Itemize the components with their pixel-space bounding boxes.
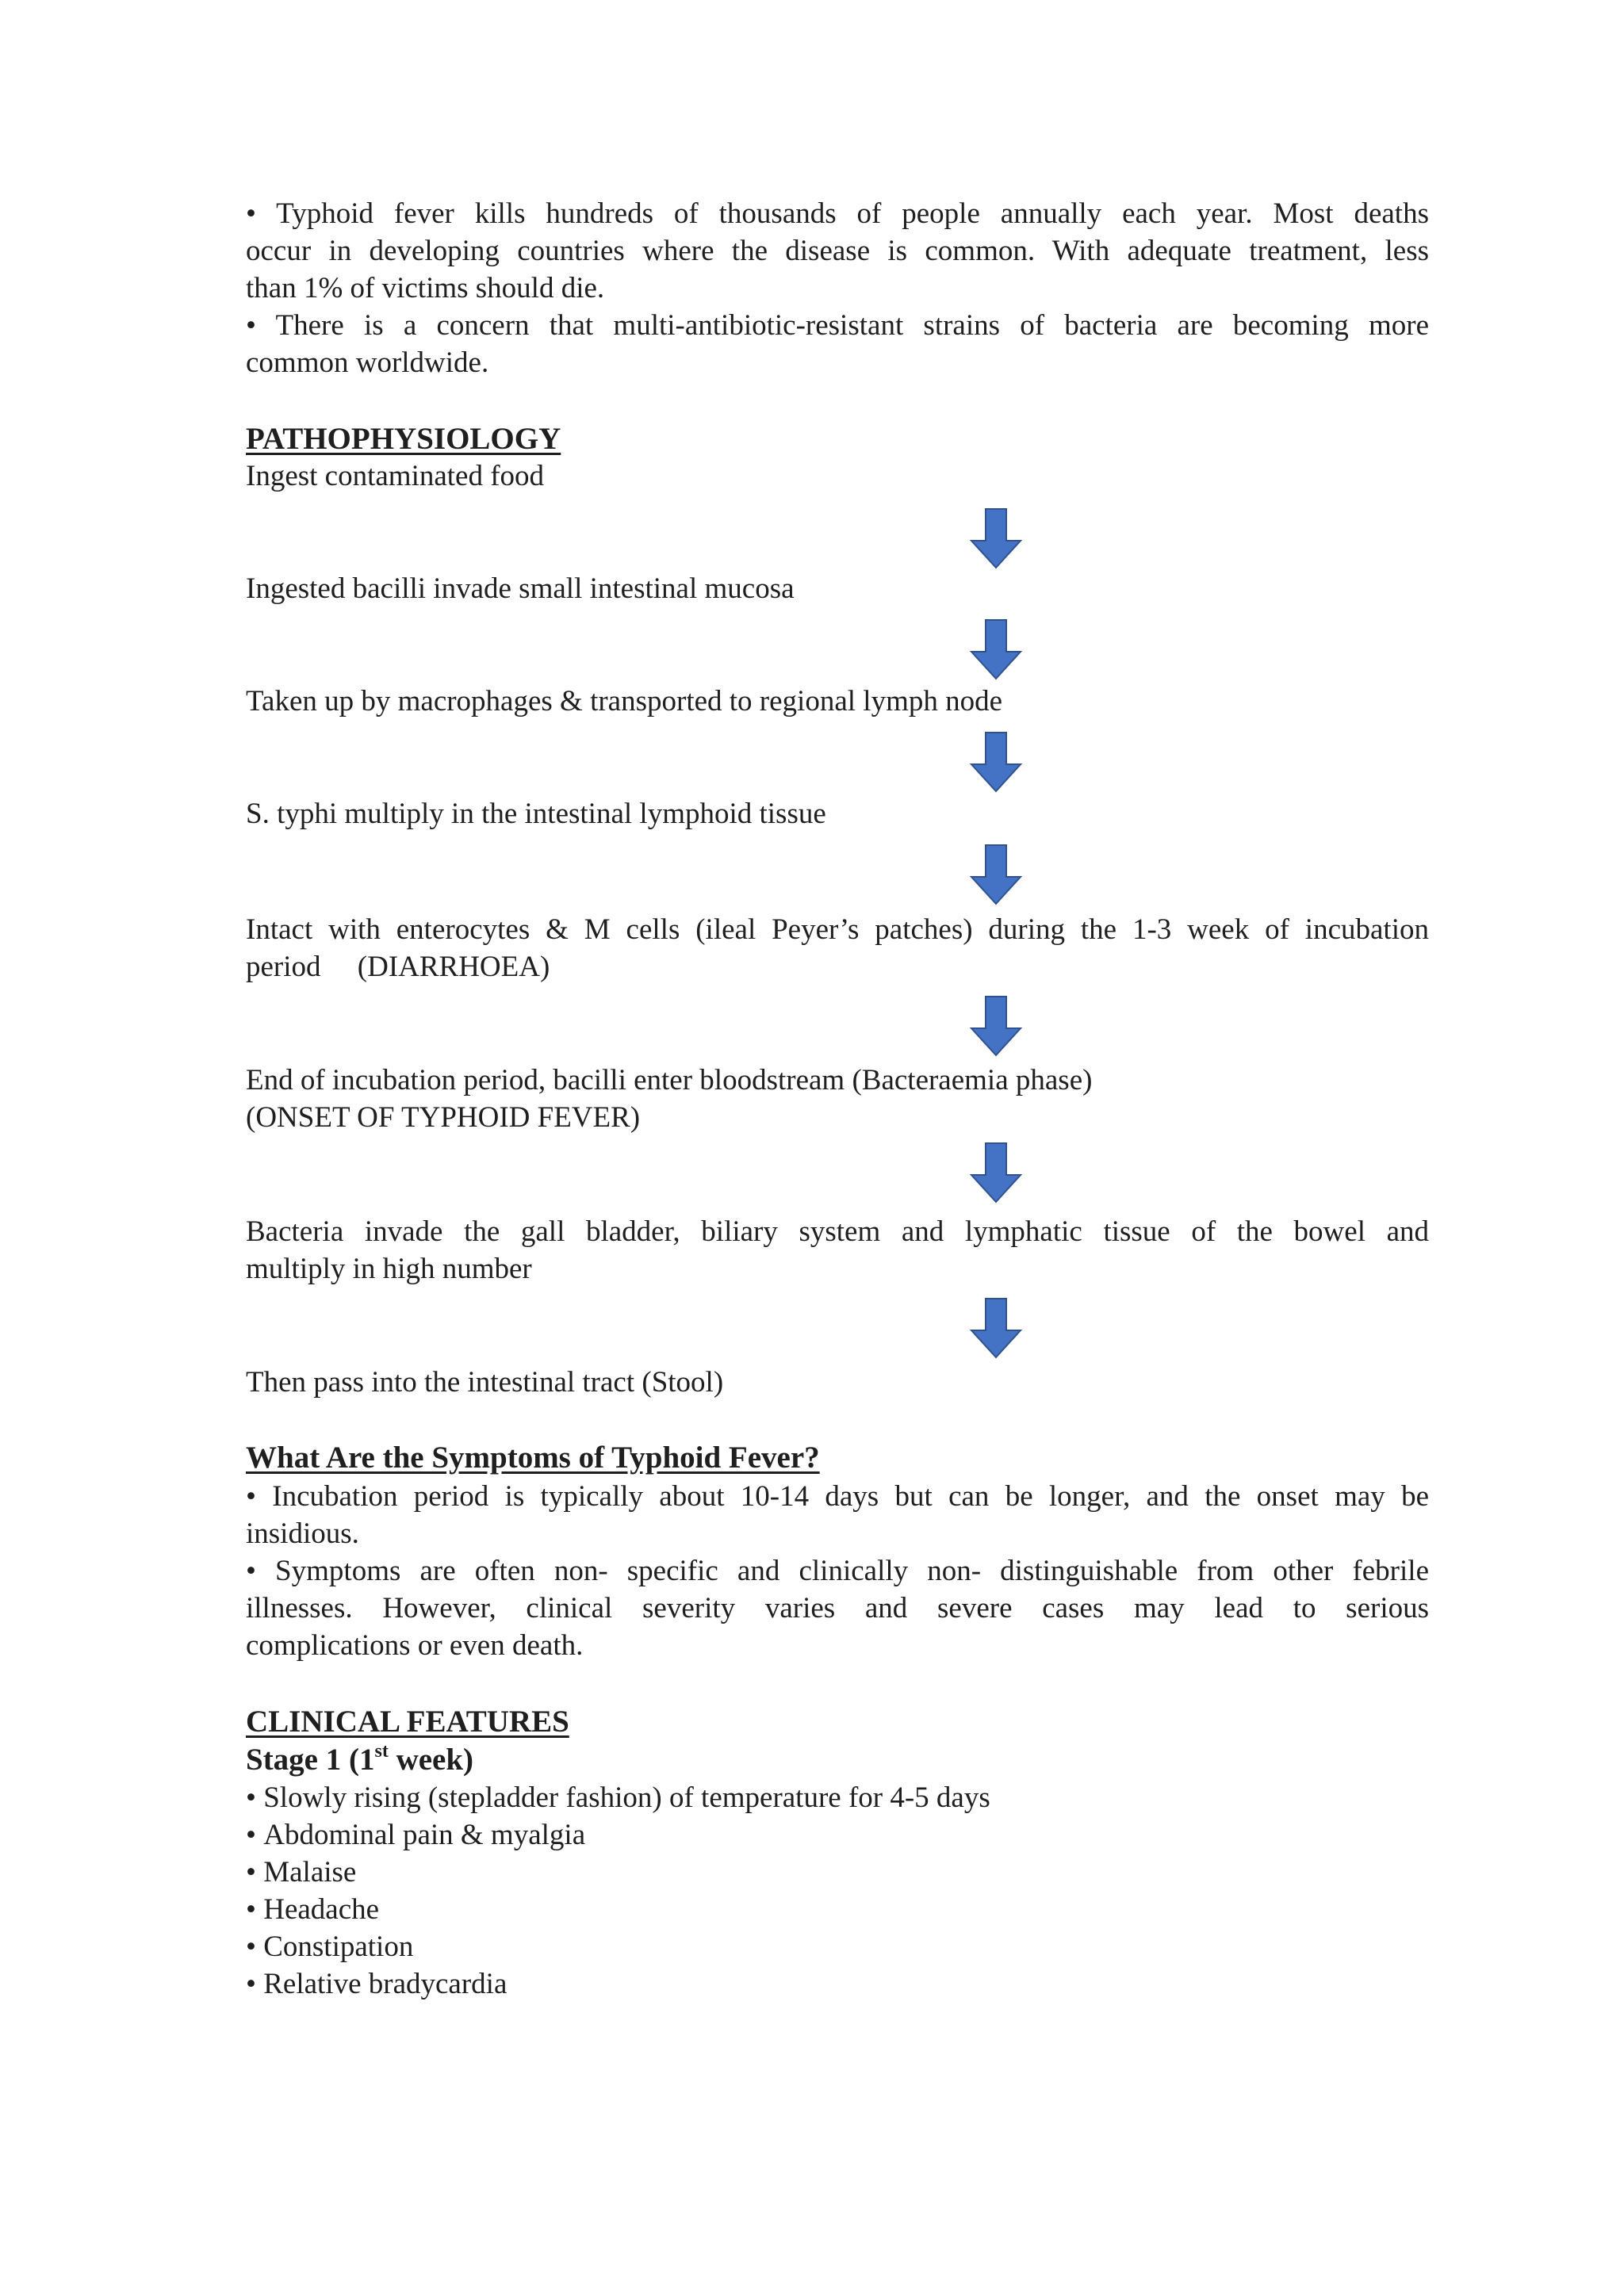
flow-step-3 [246,683,1429,720]
symptoms-p1-line: insidious. [246,1517,359,1550]
stage-prefix: Stage 1 (1 [246,1743,375,1777]
down-arrow-icon [404,731,1588,794]
list-item: • Constipation [246,1928,1429,1965]
flow-step-1 [246,457,1429,495]
flow-step-6 [246,1062,1429,1136]
intro-p1-line: than 1% of victims should die. [246,272,605,304]
down-arrow-icon [404,1142,1588,1205]
flow-step-8 [246,1364,1429,1401]
stage-1-feature-list [246,1779,1429,2003]
intro-p1-line: • Typhoid fever kills hundreds of thousands of people annually each year. Most deaths [246,197,1429,230]
symptoms-heading: What Are the Symptoms of Typhoid Fever? [246,1441,820,1475]
intro-p1-line: occur in developing countries where the disease is common. With adequate treatment, less [246,235,1429,267]
down-arrow-icon [404,844,1588,907]
intro-p2-line: • There is a concern that multi-antibiotic-resistant strains of bacteria are becoming more [246,309,1429,342]
down-arrow-icon [404,995,1588,1058]
flow-step-text: Then pass into the intestinal tract (Stool) [246,1366,724,1399]
flow-step-4 [246,795,1429,832]
flow-step-text: Ingest contaminated food [246,460,545,492]
pathophysiology-heading: PATHOPHYSIOLOGY [246,422,561,456]
stage-superscript: st [374,1741,389,1762]
flow-step-2 [246,570,1429,607]
flow-step-text: Bacteria invade the gall bladder, biliary system and lymphatic tissue of the bowel and [246,1215,1429,1248]
flow-step-5 [246,911,1429,985]
intro-p2-line: common worldwide. [246,346,489,379]
flow-step-text: Intact with enterocytes & M cells (ileal Peyer’s patches) during the 1-3 week of incubation [246,913,1429,946]
flow-step-text: (ONSET OF TYPHOID FEVER) [246,1101,641,1134]
list-item: • Slowly rising (stepladder fashion) of temperature for 4-5 days [246,1779,1429,1816]
symptoms-p2-line: • Symptoms are often non- specific and clinically non- distinguishable from other febrile [246,1555,1429,1587]
symptoms-paragraph-1 [246,1478,1429,1552]
symptoms-p2-line: complications or even death. [246,1629,584,1662]
stage-1-heading [246,1741,1429,1778]
flow-step-text: Ingested bacilli invade small intestinal mucosa [246,572,795,605]
stage-suffix: week) [388,1743,474,1777]
intro-paragraph-1 [246,195,1429,307]
document-page [246,0,1429,2296]
flow-step-7 [246,1213,1429,1288]
list-item: • Abdominal pain & myalgia [246,1816,1429,1854]
down-arrow-icon [404,618,1588,682]
down-arrow-icon [404,1297,1588,1360]
list-item: • Relative bradycardia [246,1965,1429,2003]
flow-step-text: multiply in high number [246,1253,532,1285]
flow-step-text: Taken up by macrophages & transported to regional lymph node [246,685,1003,718]
symptoms-p2-line: illnesses. However, clinical severity varies and severe cases may lead to serious [246,1592,1429,1624]
clinical-features-heading: CLINICAL FEATURES [246,1705,569,1739]
down-arrow-icon [404,507,1588,571]
intro-paragraph-2 [246,307,1429,381]
flow-step-text: S. typhi multiply in the intestinal lymphoid tissue [246,798,826,830]
symptoms-p1-line: • Incubation period is typically about 10-14 days but can be longer, and the onset may be [246,1480,1429,1513]
flow-step-text: period (DIARRHOEA) [246,951,550,983]
symptoms-paragraph-2 [246,1552,1429,1664]
flow-step-text: End of incubation period, bacilli enter bloodstream (Bacteraemia phase) [246,1064,1093,1096]
list-item: • Headache [246,1891,1429,1928]
list-item: • Malaise [246,1854,1429,1891]
